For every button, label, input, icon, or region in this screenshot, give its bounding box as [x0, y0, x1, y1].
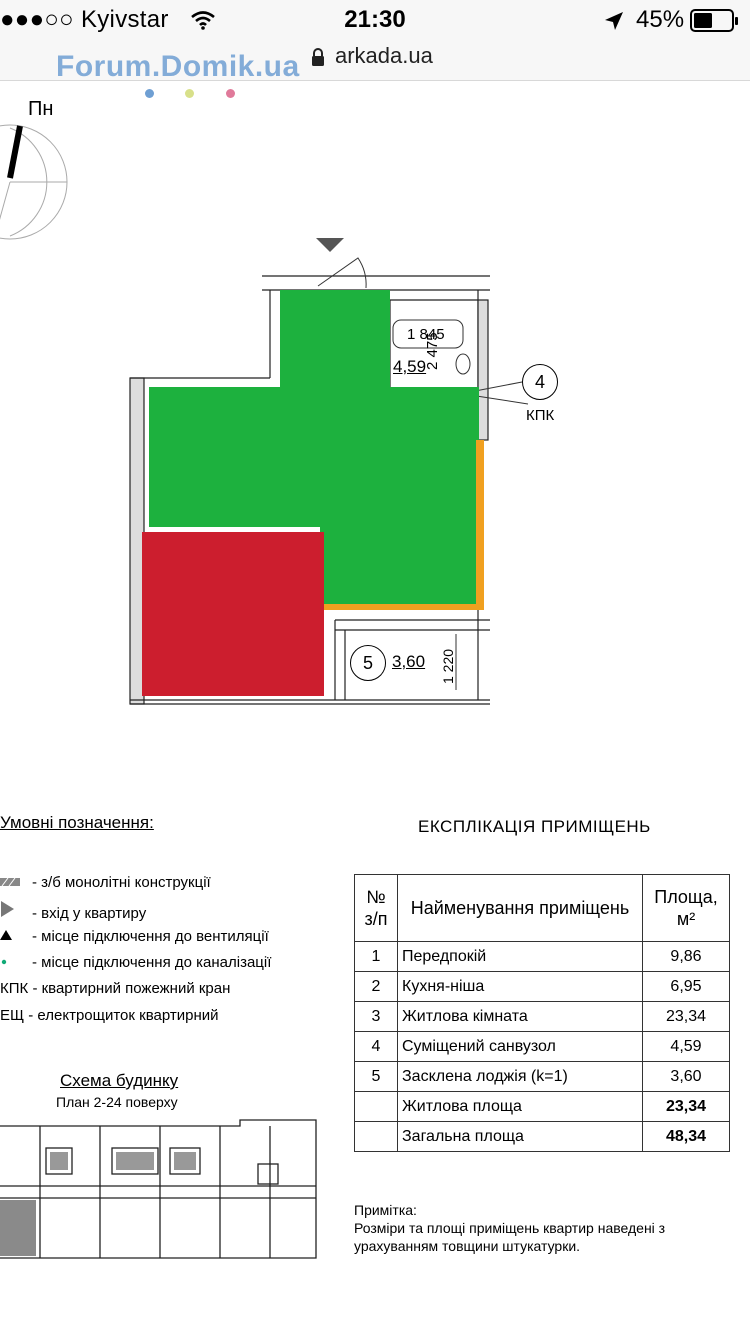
row-name: Засклена лоджія (k=1) — [398, 1062, 643, 1092]
legend-title: Умовні позначення: — [0, 813, 154, 832]
table-row — [355, 942, 730, 972]
vent-triangle-icon — [0, 929, 14, 941]
table-row — [355, 1002, 730, 1032]
compass-north-label: Пн — [28, 98, 54, 120]
row-num: 1 — [355, 942, 398, 972]
bath-area-label: 4,59 — [393, 357, 427, 376]
header-area: Площа, м² — [643, 875, 730, 942]
room-number-badge: 5 — [350, 645, 386, 681]
row-area: 23,34 — [643, 1002, 730, 1032]
hatch-icon — [0, 877, 22, 887]
row-name: Кухня-ніша — [398, 972, 643, 1002]
door-swing — [318, 258, 366, 288]
legend-text: - вхід у квартиру — [32, 905, 147, 922]
zone-orange — [320, 604, 484, 610]
row-name: Суміщений санвузол — [398, 1032, 643, 1062]
row-num: 4 — [355, 1032, 398, 1062]
legend-item — [0, 1007, 218, 1024]
legend-symbol-esh: ЕЩ — [0, 1007, 25, 1024]
zone-orange — [476, 440, 484, 608]
row-area: 6,95 — [643, 972, 730, 1002]
legend-item — [0, 980, 230, 997]
kpk-label: КПК — [526, 407, 555, 424]
table-total-row — [355, 1092, 730, 1122]
note-text: Розміри та площі приміщень квартир наведені з урахуванням товщини штукатурки. — [354, 1220, 666, 1254]
table-header-row — [355, 875, 730, 942]
legend-text: - з/б монолітні конструкції — [32, 874, 211, 891]
sink — [456, 354, 470, 374]
explication-table — [354, 874, 730, 1152]
bath-width-dimension: 1 845 — [407, 326, 445, 343]
header-num: № з/п — [355, 875, 398, 942]
clock: 21:30 — [344, 6, 406, 33]
total-area: 48,34 — [643, 1122, 730, 1152]
total-name: Житлова площа — [398, 1092, 643, 1122]
note — [354, 1201, 724, 1255]
row-num: 2 — [355, 972, 398, 1002]
row-name: Передпокій — [398, 942, 643, 972]
legend-text: - квартирний пожежний кран — [32, 980, 231, 997]
zone-green — [320, 437, 478, 605]
legend-item — [0, 900, 146, 922]
legend-item — [0, 874, 211, 891]
entry-arrow-icon — [0, 900, 16, 918]
battery-percent: 45% — [636, 6, 685, 33]
total-area: 23,34 — [643, 1092, 730, 1122]
header-name: Найменування приміщень — [398, 875, 643, 942]
row-num: 5 — [355, 1062, 398, 1092]
sewer-dot-icon — [0, 957, 10, 967]
row-area: 3,60 — [643, 1062, 730, 1092]
legend-item — [0, 954, 271, 971]
apartment-highlight — [0, 1200, 36, 1256]
legend-text: - електрощиток квартирний — [28, 1007, 219, 1024]
legend-item — [0, 928, 269, 945]
row-area: 9,86 — [643, 942, 730, 972]
entry-marker-icon — [316, 238, 344, 252]
bath-height-dimension: 2 475 — [424, 332, 441, 370]
scheme-title: Схема будинку — [60, 1071, 179, 1090]
row-num: 3 — [355, 1002, 398, 1032]
note-title: Примітка: — [354, 1202, 417, 1218]
legend-text: - місце підключення до вентиляції — [32, 928, 269, 945]
table-row — [355, 1062, 730, 1092]
loggia-area-label: 3,60 — [392, 652, 426, 671]
legend-text: - місце підключення до каналізації — [32, 954, 272, 971]
total-name: Загальна площа — [398, 1122, 643, 1152]
zone-red — [142, 532, 324, 696]
building-scheme — [0, 1118, 330, 1263]
legend-symbol-kpk: КПК — [0, 980, 29, 997]
row-name: Житлова кімната — [398, 1002, 643, 1032]
carrier-label: ●●●○○ Kyivstar — [0, 6, 169, 33]
url-text[interactable]: arkada.ua — [335, 43, 433, 68]
scheme-subtitle: План 2-24 поверху — [56, 1094, 178, 1110]
table-total-row — [355, 1122, 730, 1152]
explication-title: ЕКСПЛІКАЦІЯ ПРИМІЩЕНЬ — [418, 817, 651, 836]
watermark-logo: Forum.Domik.ua — [56, 50, 300, 83]
loggia-dimension: 1 220 — [440, 648, 456, 684]
row-area: 4,59 — [643, 1032, 730, 1062]
table-row — [355, 1032, 730, 1062]
room-number-badge: 4 — [522, 364, 558, 400]
table-row — [355, 972, 730, 1002]
